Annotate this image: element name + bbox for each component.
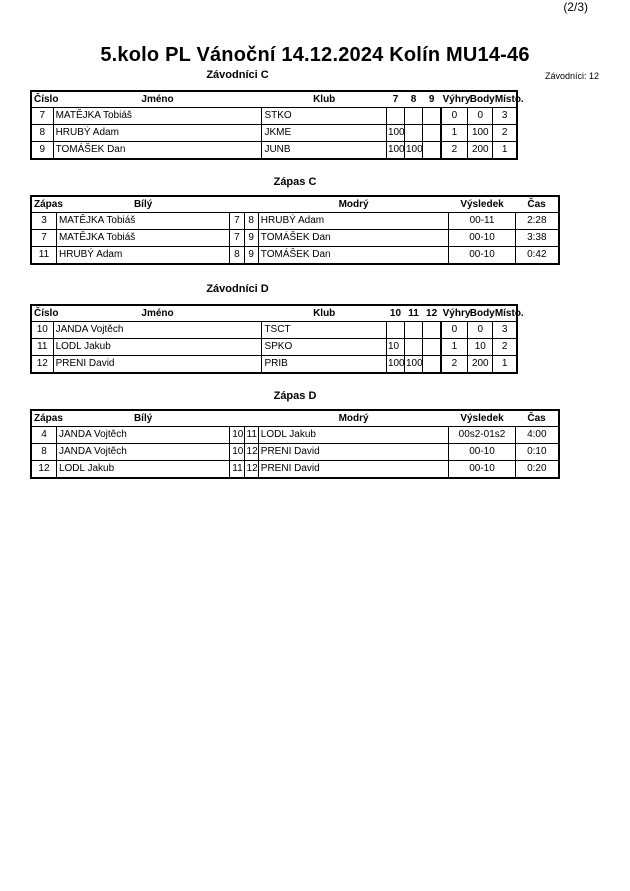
match-result: 00-10 (449, 247, 515, 265)
points-cell: 0 (468, 322, 493, 339)
match-number: 8 (31, 444, 56, 461)
score-cell (423, 125, 441, 142)
col-opponent-3: 12 (423, 305, 441, 322)
competitor-name: LODL Jakub (53, 339, 262, 356)
competitor-club: TSCT (262, 322, 387, 339)
match-result: 00s2-01s2 (449, 427, 515, 444)
col-blue: Modrý (258, 410, 449, 427)
blue-number: 9 (244, 247, 258, 265)
points-cell: 200 (468, 142, 493, 160)
competitor-club: JUNB (262, 142, 387, 160)
score-cell (386, 108, 404, 125)
col-white: Bílý (56, 196, 229, 213)
white-number: 7 (230, 230, 244, 247)
competitor-name: PRENI David (53, 356, 262, 374)
table-row (31, 444, 559, 461)
place-cell: 2 (493, 339, 517, 356)
competitor-club: PRIB (262, 356, 387, 374)
points-cell: 0 (468, 108, 493, 125)
competitors-c-title: Závodníci C (206, 69, 269, 81)
col-opponent-1: 10 (386, 305, 404, 322)
table-row (31, 461, 559, 479)
points-cell: 200 (468, 356, 493, 374)
competitor-name: TOMÁŠEK Dan (53, 142, 262, 160)
match-number: 3 (31, 213, 56, 230)
blue-name: TOMÁŠEK Dan (258, 230, 449, 247)
competitor-number: 12 (31, 356, 53, 374)
score-cell: 10 (386, 339, 404, 356)
col-match: Zápas (31, 410, 56, 427)
table-row (31, 230, 559, 247)
white-number: 11 (230, 461, 244, 479)
match-result: 00-11 (449, 213, 515, 230)
table-row (31, 356, 517, 374)
competitor-club: JKME (262, 125, 387, 142)
matches-d-table (30, 409, 560, 479)
competitors-d-title: Závodníci D (206, 283, 269, 295)
score-cell (405, 322, 423, 339)
col-opponent-1: 7 (386, 91, 404, 108)
table-row (31, 108, 517, 125)
score-cell (423, 108, 441, 125)
table-row (31, 142, 517, 160)
col-opponent-2: 11 (405, 305, 423, 322)
score-cell (405, 108, 423, 125)
place-cell: 1 (493, 142, 517, 160)
page-title: 5.kolo PL Vánoční 14.12.2024 Kolín MU14-46 (100, 44, 530, 66)
match-time: 0:42 (515, 247, 559, 265)
score-cell (423, 142, 441, 160)
col-opponent-3: 9 (423, 91, 441, 108)
competitor-number: 8 (31, 125, 53, 142)
place-cell: 1 (493, 356, 517, 374)
white-name: LODL Jakub (56, 461, 229, 479)
col-name: Jméno (53, 305, 262, 322)
col-blue: Modrý (258, 196, 449, 213)
col-club: Klub (262, 305, 387, 322)
blue-name: TOMÁŠEK Dan (258, 247, 449, 265)
col-number: Číslo (31, 91, 53, 108)
match-result: 00-10 (449, 461, 515, 479)
match-time: 0:10 (515, 444, 559, 461)
competitor-number: 7 (31, 108, 53, 125)
col-time: Čas (515, 410, 559, 427)
table-row (31, 322, 517, 339)
blue-name: PRENI David (258, 461, 449, 479)
col-name: Jméno (53, 91, 262, 108)
score-cell: 100 (386, 356, 404, 374)
competitor-name: JANDA Vojtěch (53, 322, 262, 339)
score-cell: 100 (386, 142, 404, 160)
score-cell (386, 322, 404, 339)
wins-cell: 0 (441, 108, 468, 125)
competitors-d-header (31, 305, 517, 322)
white-number: 8 (230, 247, 244, 265)
col-time: Čas (515, 196, 559, 213)
white-number: 10 (230, 444, 244, 461)
place-cell: 2 (493, 125, 517, 142)
match-result: 00-10 (449, 230, 515, 247)
score-cell (405, 125, 423, 142)
points-cell: 10 (468, 339, 493, 356)
matches-c-title: Zápas C (273, 176, 317, 188)
col-opponent-2: 8 (405, 91, 423, 108)
wins-cell: 2 (441, 142, 468, 160)
white-number: 7 (230, 213, 244, 230)
table-row (31, 427, 559, 444)
col-wins: Výhry (441, 305, 468, 322)
competitor-number: 10 (31, 322, 53, 339)
blue-number: 12 (244, 444, 258, 461)
col-match: Zápas (31, 196, 56, 213)
col-points: Body (468, 305, 493, 322)
competitors-c-header (31, 91, 517, 108)
wins-cell: 1 (441, 339, 468, 356)
score-cell (423, 322, 441, 339)
wins-cell: 2 (441, 356, 468, 374)
white-name: JANDA Vojtěch (56, 444, 229, 461)
competitor-club: STKO (262, 108, 387, 125)
blue-number: 12 (244, 461, 258, 479)
col-white: Bílý (56, 410, 229, 427)
matches-c-table (30, 195, 560, 265)
page-number: (2/3) (563, 0, 588, 14)
col-wins: Výhry (441, 91, 468, 108)
matches-d-title: Zápas D (273, 390, 317, 402)
col-place: Místo. (493, 305, 517, 322)
col-place: Místo. (493, 91, 517, 108)
score-cell: 100 (386, 125, 404, 142)
score-cell (423, 339, 441, 356)
match-time: 2:28 (515, 213, 559, 230)
matches-d-header (31, 410, 559, 427)
wins-cell: 0 (441, 322, 468, 339)
white-name: MATĚJKA Tobiáš (56, 230, 229, 247)
score-cell (423, 356, 441, 374)
white-name: JANDA Vojtěch (56, 427, 229, 444)
col-result: Výsledek (449, 410, 515, 427)
col-club: Klub (262, 91, 387, 108)
competitor-club: SPKO (262, 339, 387, 356)
white-name: MATĚJKA Tobiáš (56, 213, 229, 230)
blue-number: 9 (244, 230, 258, 247)
col-number: Číslo (31, 305, 53, 322)
match-time: 0:20 (515, 461, 559, 479)
match-number: 11 (31, 247, 56, 265)
competitor-name: MATĚJKA Tobiáš (53, 108, 262, 125)
score-cell: 100 (405, 356, 423, 374)
place-cell: 3 (493, 322, 517, 339)
match-time: 4:00 (515, 427, 559, 444)
blue-name: HRUBÝ Adam (258, 213, 449, 230)
competitor-name: HRUBÝ Adam (53, 125, 262, 142)
competitors-d-table (30, 304, 524, 374)
match-result: 00-10 (449, 444, 515, 461)
white-number: 10 (230, 427, 244, 444)
match-number: 4 (31, 427, 56, 444)
competitors-count: Závodníci: 12 (544, 71, 599, 81)
blue-name: PRENI David (258, 444, 449, 461)
place-cell: 3 (493, 108, 517, 125)
blue-number: 8 (244, 213, 258, 230)
score-cell: 100 (405, 142, 423, 160)
white-name: HRUBÝ Adam (56, 247, 229, 265)
wins-cell: 1 (441, 125, 468, 142)
competitor-number: 9 (31, 142, 53, 160)
table-row (31, 125, 517, 142)
match-time: 3:38 (515, 230, 559, 247)
table-row (31, 339, 517, 356)
competitors-c-table (30, 90, 524, 160)
table-row (31, 213, 559, 230)
blue-name: LODL Jakub (258, 427, 449, 444)
blue-number: 11 (244, 427, 258, 444)
points-cell: 100 (468, 125, 493, 142)
match-number: 12 (31, 461, 56, 479)
matches-c-header (31, 196, 559, 213)
score-cell (405, 339, 423, 356)
competitor-number: 11 (31, 339, 53, 356)
match-number: 7 (31, 230, 56, 247)
col-points: Body (468, 91, 493, 108)
col-result: Výsledek (449, 196, 515, 213)
table-row (31, 247, 559, 265)
